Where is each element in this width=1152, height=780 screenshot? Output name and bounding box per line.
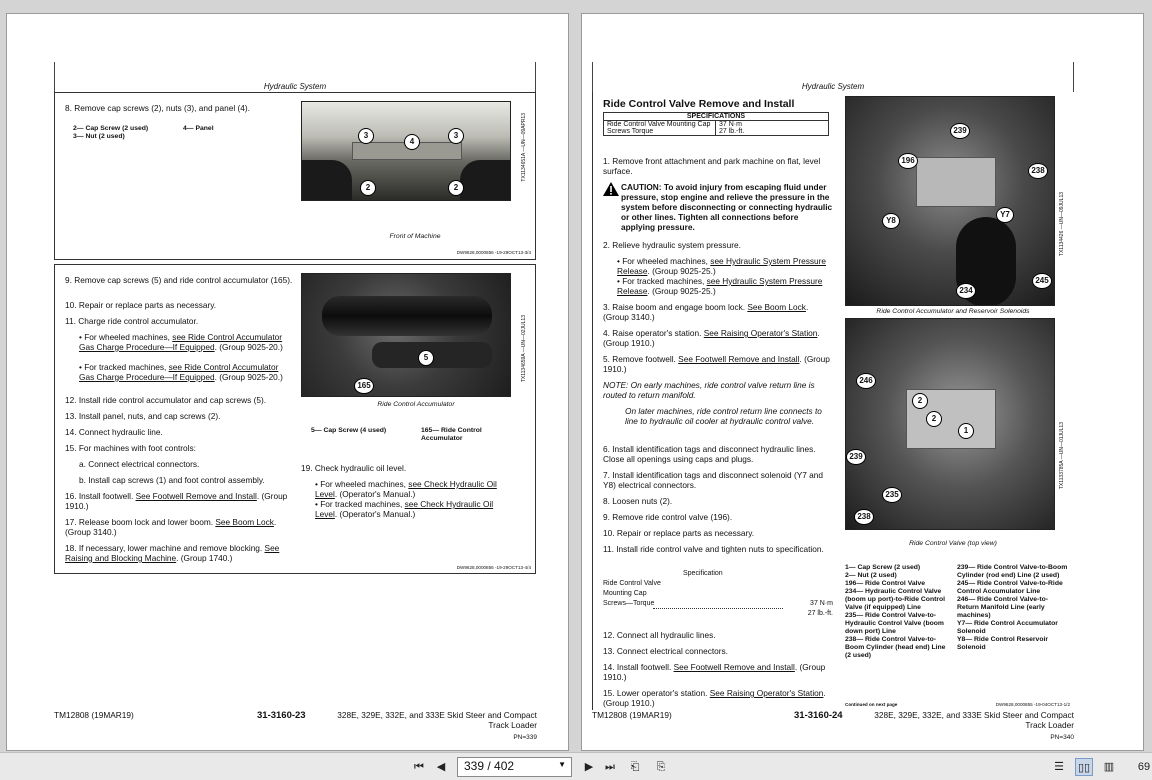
text: 17. Release boom lock and lower boom. [65,517,216,527]
step-14 [603,662,833,682]
procedure-box [592,92,1074,710]
legend-left [845,564,951,660]
step-9: 9. Remove cap screws (5) and ride control accumulator (165). [65,275,293,285]
callout-4: 4 [404,134,420,150]
warning-icon [603,182,619,196]
text: . (Operator's Manual.) [334,509,416,519]
procedure-box-1 [54,92,536,260]
page-number-input[interactable] [457,757,572,777]
text: . (Group 9025-25.) [647,286,716,296]
procedure-box-2 [54,264,536,574]
step-9: 9. Remove ride control valve (196). [603,512,733,522]
link-pressure-release-wheeled[interactable]: see Hydraulic System Pressure Release [617,256,827,276]
text: . (Operator's Manual.) [334,489,416,499]
text: • For tracked machines, [79,362,169,372]
callout-238: 238 [1028,163,1048,179]
step-17 [65,517,295,537]
footer-tm: TM12808 (19MAR19) [54,710,134,720]
text: • For tracked machines, [617,276,707,286]
previous-page-icon[interactable]: ◀ [436,761,446,773]
reference-code: DW9628,0000856 -19-29OCT13-4/4 [456,565,531,570]
section-title: Ride Control Valve Remove and Install [603,98,795,110]
legend-item: 245— Ride Control Valve-to-Ride Control Accumulator Line [957,580,1063,595]
step-15 [603,688,833,708]
step-10: 10. Repair or replace parts as necessary. [65,300,217,310]
two-page-continuous-icon[interactable]: ▥ [1103,761,1115,773]
page-header [592,62,1074,96]
legend-cap-screw: 5— Cap Screw (4 used) [311,427,387,434]
legend-nut: 3— Nut (2 used) [73,133,125,140]
link-footwell[interactable]: See Footwell Remove and Install [135,491,257,501]
legend-item: Y8— Ride Control Reservoir Solenoid [957,636,1049,651]
step-11: 11. Charge ride control accumulator. [65,316,199,326]
step-19a [315,479,515,499]
text: . (Group 1910.) [603,328,820,348]
link-boom-lock[interactable]: See Boom Lock [747,302,806,312]
callout-2: 2 [360,180,376,196]
callout-3: 3 [358,128,374,144]
step-5 [603,354,833,374]
step-8: 8. Loosen nuts (2). [603,496,673,506]
text: • For wheeled machines, [315,479,409,489]
go-back-icon[interactable]: ⎗ [630,761,640,773]
step-12: 12. Install ride control accumulator and cap screws (5). [65,395,267,405]
callout-245: 245 [1032,273,1052,289]
step-15a: a. Connect electrical connectors. [79,459,200,469]
image-id: TX1134426 —UN—09JUL13 [1059,192,1065,257]
text: • For wheeled machines, [617,256,711,266]
legend-item: 239— Ride Control Valve-to-Boom Cylinder (rod end) Line (2 used) [957,564,1068,579]
step-14: 14. Connect hydraulic line. [65,427,163,437]
step-2a [617,256,832,276]
reference-code: DW9628,0000855 -19-04OCT13-1/2 [995,702,1070,707]
continued-note: Continued on next page [845,702,898,707]
text: 16. Install footwell. [65,491,136,501]
spec-value-lbft: 27 lb.-ft. [719,128,745,135]
two-page-icon[interactable]: ▯▯ [1075,758,1093,776]
link-footwell[interactable]: See Footwell Remove and Install [678,354,800,364]
text: . (Group 1910.) [603,354,830,374]
footer-pn: PN=339 [513,734,537,741]
footer-pn: PN=340 [1050,734,1074,741]
legend-item: 196— Ride Control Valve [845,580,926,587]
step-11a [79,332,294,352]
callout-y7: Y7 [996,207,1014,223]
callout-238: 238 [854,509,874,525]
spec-header: SPECIFICATIONS [604,113,829,121]
text: . (Group 9025-20.) [214,372,283,382]
page-number-text: 339 / 402 [464,759,515,773]
callout-235: 235 [882,487,902,503]
image-caption: Ride Control Valve (top view) [909,540,997,547]
footer-tm: TM12808 (19MAR19) [592,710,672,720]
zoom-level[interactable]: 69 [1137,761,1151,773]
callout-2: 2 [448,180,464,196]
header-text: Hydraulic System [801,82,865,91]
step-6: 6. Install identification tags and disconnect hydraulic lines. Close all openings using caps and plugs. [603,444,816,464]
text: 3. Raise boom and engage boom lock. [603,302,748,312]
text: 4. Raise operator's station. [603,328,704,338]
text: . (Group 9025-20.) [214,342,283,352]
reference-code: DW9628,0000856 -19-29OCT13-3/4 [456,250,531,255]
header-text: Hydraulic System [263,82,327,91]
step-18 [65,543,295,563]
legend-item: 238— Ride Control Valve-to-Boom Cylinder (head end) Line (2 used) [845,636,946,659]
callout-239: 239 [846,449,866,465]
callout-3: 3 [448,128,464,144]
text: Ride Control Valve [603,580,661,587]
callout-2: 2 [926,411,942,427]
link-raising-blocking[interactable]: See Raising and Blocking Machine [65,543,280,563]
legend-item: Y7— Ride Control Accumulator Solenoid [957,620,1058,635]
callout-246: 246 [856,373,876,389]
callout-5: 5 [418,350,434,366]
callout-y8: Y8 [882,213,900,229]
text: • For tracked machines, [315,499,405,509]
text: . (Group 1740.) [176,553,233,563]
step-7: 7. Install identification tags and disconnect solenoid (Y7 and Y8) electrical connectors. [603,470,824,490]
image-id: TX1134651A —UN—09APR13 [521,113,527,182]
caution-text: CAUTION: To avoid injury from escaping fluid under pressure, stop engine and relieve the pressure in the system before disconnecting or connecting hydraulic or other lines. Tighten all connections before applying pressure. [621,182,833,232]
callout-234: 234 [956,283,976,299]
link-raising-operator-station[interactable]: See Raising Operator's Station [709,688,824,698]
legend-right [957,564,1069,652]
image-id: TX1134659A —UN—02JUL13 [521,315,527,383]
step-3 [603,302,833,322]
go-forward-icon[interactable]: ⎘ [656,761,666,773]
legend-cap-screw: 2— Cap Screw (2 used) [73,125,149,132]
spec-inline [603,579,661,609]
page-340 [581,13,1144,751]
step-2: 2. Relieve hydraulic system pressure. [603,240,741,250]
next-page-icon[interactable]: ▶ [584,761,594,773]
last-page-icon[interactable]: ⏭ [605,761,615,773]
leader-dots [653,608,783,609]
link-boom-lock[interactable]: See Boom Lock [215,517,274,527]
text: 27 lb.-ft. [807,610,833,617]
step-4 [603,328,833,348]
step-19: 19. Check hydraulic oil level. [301,463,407,473]
step-15: 15. For machines with foot controls: [65,443,196,453]
note-early-machines: NOTE: On early machines, ride control valve return line is routed to return manifold. [603,380,815,400]
text: . (Group 1910.) [603,688,826,708]
link-oil-level-wheeled[interactable]: see Check Hydraulic Oil Level [315,479,497,499]
link-pressure-release-tracked[interactable]: see Hydraulic System Pressure Release [617,276,823,296]
callout-196: 196 [898,153,918,169]
text: 18. If necessary, lower machine and remove blocking. [65,543,265,553]
link-gas-charge-tracked[interactable]: see Ride Control Accumulator Gas Charge Procedure—If Equipped [79,362,279,382]
step-15b: b. Install cap screws (1) and foot control assembly. [79,475,265,485]
link-oil-level-tracked[interactable]: see Check Hydraulic Oil Level [315,499,494,519]
legend-item: 235— Ride Control Valve-to-Hydraulic Control Valve (boom down port) Line [845,612,944,635]
footer-model: 328E, 329E, 332E, and 333E Skid Steer and Compact Track Loader [337,710,537,730]
step-2b [617,276,832,296]
text: . (Group 3140.) [603,302,809,322]
text: Screws—Torque [603,600,655,607]
spec-inline-values [753,599,833,619]
callout-165: 165 [354,378,374,394]
ride-control-accumulator-photo [301,273,511,397]
page-header [54,62,536,96]
legend-item [73,125,148,141]
step-13: 13. Connect electrical connectors. [603,646,728,656]
first-page-icon[interactable]: ⏮ [414,761,424,773]
legend-item: 2— Nut (2 used) [845,572,897,579]
spec-value-nm: 37 N·m [719,121,742,128]
link-gas-charge-wheeled[interactable]: see Ride Control Accumulator Gas Charge Procedure—If Equipped [79,332,283,352]
link-footwell[interactable]: See Footwell Remove and Install [673,662,795,672]
step-19b [315,499,515,519]
step-8: 8. Remove cap screws (2), nuts (3), and panel (4). [65,103,250,113]
single-page-icon[interactable]: ☰ [1054,761,1064,773]
legend-accumulator: 165— Ride Control Accumulator [421,427,482,442]
step-10: 10. Repair or replace parts as necessary. [603,528,755,538]
legend-item: 234— Hydraulic Control Valve (boom up port)-to-Ride Control Valve (if equipped) Line [845,588,946,611]
chevron-down-icon[interactable]: ▼ [558,760,566,769]
step-16 [65,491,295,511]
footer-page-number: 31-3160-23 [257,710,306,721]
text: . (Group 3140.) [65,517,277,537]
legend-item: 1— Cap Screw (2 used) [845,564,921,571]
footer-page-number: 31-3160-24 [794,710,843,721]
text: . (Group 1910.) [603,662,826,682]
spec-item: Ride Control Valve Mounting Cap Screws Torque [604,121,716,136]
step-11: 11. Install ride control valve and tighten nuts to specification. [603,544,824,554]
callout-2: 2 [912,393,928,409]
note-later-machines: On later machines, ride control return line connects to line to hydraulic oil cooler at hydraulic control valve. [625,406,822,426]
callout-1: 1 [958,423,974,439]
legend-item: 246— Ride Control Valve-to-Return Manifold Line (early machines) [957,596,1049,619]
link-raising-operator-station[interactable]: See Raising Operator's Station [703,328,818,338]
step-11b [79,362,294,382]
text: • For wheeled machines, [79,332,173,342]
spec-inline-header: Specification [683,570,723,577]
image-caption: Front of Machine [389,233,441,240]
footer-model: 328E, 329E, 332E, and 333E Skid Steer and Compact Track Loader [874,710,1074,730]
page-339 [6,13,569,751]
accumulator-solenoids-photo [845,96,1055,306]
text: 37 N·m [810,600,833,607]
text: . (Group 1910.) [65,491,288,511]
text: . (Group 9025-25.) [647,266,716,276]
callout-239: 239 [950,123,970,139]
step-12: 12. Connect all hydraulic lines. [603,630,716,640]
step-13: 13. Install panel, nuts, and cap screws (2). [65,411,221,421]
ride-control-valve-photo [845,318,1055,530]
image-id: TX1133785A —UN—01JUL13 [1059,422,1065,490]
viewer-toolbar [0,752,1152,780]
text: 5. Remove footwell. [603,354,679,364]
text: 14. Install footwell. [603,662,674,672]
image-caption: Ride Control Accumulator [377,401,455,408]
spec-table [603,112,829,136]
text: 15. Lower operator's station. [603,688,710,698]
step-1: 1. Remove front attachment and park machine on flat, level surface. [603,156,821,176]
image-caption: Ride Control Accumulator and Reservoir Solenoids [876,308,1030,315]
legend-panel: 4— Panel [183,125,214,132]
front-of-machine-photo [301,101,511,201]
text: Mounting Cap [603,590,647,597]
